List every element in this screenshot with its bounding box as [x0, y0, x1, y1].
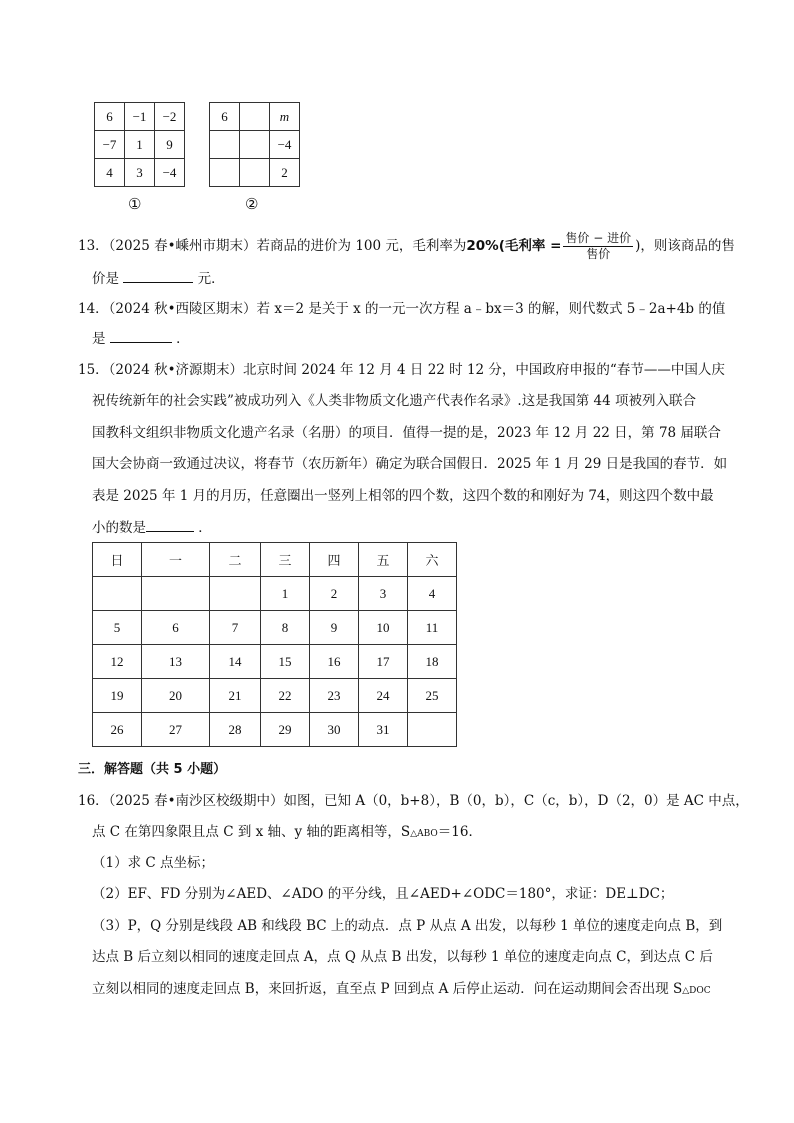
- calendar-header: 三: [261, 543, 310, 577]
- answer-blank[interactable]: [123, 268, 193, 283]
- calendar-cell: 27: [142, 713, 210, 747]
- calendar-cell: 12: [93, 645, 142, 679]
- calendar-cell: [93, 577, 142, 611]
- q15-line: 祝传统新年的社会实践”被成功列入《人类非物质文化遗产代表作名录》.这是我国第 44 项被列入联合: [92, 393, 696, 409]
- q15-line: 表是 2025 年 1 月的月历，任意圈出一竖列上相邻的四个数，这四个数的和刚好为 74，则这四个数中最: [92, 488, 714, 504]
- calendar-cell: [210, 577, 261, 611]
- calendar-cell: 4: [408, 577, 457, 611]
- calendar-cell: 20: [142, 679, 210, 713]
- grid-cell: −4: [270, 131, 300, 159]
- grid-cell: −7: [95, 131, 125, 159]
- answer-blank[interactable]: [146, 517, 194, 532]
- calendar-header: 二: [210, 543, 261, 577]
- q16-line1: 16．（2025 春•南沙区校级期中）如图，已知 A（0，b+8），B（0，b），C（c，b），D（2，0）是 AC 中点，: [78, 793, 749, 809]
- calendar-cell: 16: [310, 645, 359, 679]
- q15-line-last: [92, 517, 212, 538]
- calendar-cell: 5: [93, 611, 142, 645]
- q16-part1: （1）求 C 点坐标；: [92, 855, 215, 871]
- q15-text-a: 小的数是: [92, 520, 146, 536]
- grid-cell: [240, 159, 270, 187]
- calendar-header: 一: [142, 543, 210, 577]
- q13-text-b: 20%(毛利率 =: [466, 238, 562, 254]
- q13-frac-num: 售价 − 进价: [565, 231, 632, 245]
- number-grid-2: [209, 102, 300, 187]
- calendar-cell: 6: [142, 611, 210, 645]
- calendar-cell: 28: [210, 713, 261, 747]
- calendar-cell: 24: [359, 679, 408, 713]
- q13-line1: [78, 231, 735, 262]
- calendar-cell: 11: [408, 611, 457, 645]
- q16-text-a: 点 C 在第四象限且点 C 到 x 轴、y 轴的距离相等，S: [92, 824, 411, 840]
- q16-part3-last: [92, 979, 711, 1001]
- calendar-header: 四: [310, 543, 359, 577]
- grid-cell: [240, 103, 270, 131]
- calendar-cell: 15: [261, 645, 310, 679]
- grid-cell: 6: [210, 103, 240, 131]
- grid-caption-2: ②: [245, 195, 259, 213]
- number-grid-1: [94, 102, 185, 187]
- grid-cell: 3: [125, 159, 155, 187]
- q14-line2: [92, 328, 190, 349]
- calendar-cell: 17: [359, 645, 408, 679]
- calendar-cell: 21: [210, 679, 261, 713]
- q13-text-c: )，则该商品的售: [635, 238, 735, 254]
- calendar-row: [93, 577, 457, 611]
- section-heading: 三．解答题（共 5 小题）: [78, 762, 227, 777]
- q13-frac-den: 售价: [586, 247, 611, 261]
- grid-cell: −4: [155, 159, 185, 187]
- calendar-table: [92, 542, 457, 747]
- calendar-cell: 31: [359, 713, 408, 747]
- grid-cell: m: [270, 103, 300, 131]
- grid-cell: [210, 159, 240, 187]
- grid-cell: 9: [155, 131, 185, 159]
- grid-caption-1: ①: [128, 195, 142, 213]
- calendar-header: 五: [359, 543, 408, 577]
- calendar-cell: 22: [261, 679, 310, 713]
- q15-text-b: ．: [198, 520, 212, 536]
- q16-line2: [92, 822, 482, 844]
- q14-text-b: ．: [176, 331, 190, 347]
- calendar-header-row: [93, 543, 457, 577]
- calendar-cell: 14: [210, 645, 261, 679]
- calendar-cell: 1: [261, 577, 310, 611]
- calendar-cell: 8: [261, 611, 310, 645]
- calendar-cell: 19: [93, 679, 142, 713]
- calendar-cell: 26: [93, 713, 142, 747]
- calendar-row: [93, 611, 457, 645]
- q16-subscript: △ABO: [410, 829, 438, 839]
- calendar-cell: 30: [310, 713, 359, 747]
- calendar-row: [93, 645, 457, 679]
- q16-part3: （3）P，Q 分别是线段 AB 和线段 BC 上的动点．点 P 从点 A 出发，以每秒 1 单位的速度走向点 B，到: [92, 918, 723, 934]
- q13-text-d: 价是: [92, 271, 119, 287]
- answer-blank[interactable]: [110, 328, 172, 343]
- q15-line: 国教科文组织非物质文化遗产名录（名册）的项目．值得一提的是，2023 年 12 月 22 日，第 78 届联合: [92, 425, 721, 441]
- q13-text-a: 13．（2025 春•嵊州市期末）若商品的进价为 100 元，毛利率为: [78, 238, 467, 254]
- calendar-cell: 13: [142, 645, 210, 679]
- calendar-cell: 7: [210, 611, 261, 645]
- grid-cell: [240, 131, 270, 159]
- grid-cell: −2: [155, 103, 185, 131]
- q14-line1: 14．（2024 秋•西陵区期末）若 x＝2 是关于 x 的一元一次方程 a﹣bx＝3 的解，则代数式 5﹣2a+4b 的值: [78, 301, 726, 317]
- q15-line: 15．（2024 秋•济源期末）北京时间 2024 年 12 月 4 日 22 时 12 分，中国政府申报的“春节——中国人庆: [78, 362, 725, 378]
- q16-part3: 达点 B 后立刻以相同的速度走回点 A，点 Q 从点 B 出发，以每秒 1 单位的速度走向点 C，到达点 C 后: [92, 949, 713, 965]
- calendar-row: [93, 713, 457, 747]
- calendar-cell: 3: [359, 577, 408, 611]
- calendar-cell: [142, 577, 210, 611]
- q16-text-c: 立刻以相同的速度走回点 B，来回折返，直至点 P 回到点 A 后停止运动．问在运动期间会否出现 S: [92, 981, 683, 997]
- grid-cell: [210, 131, 240, 159]
- grid-cell: 1: [125, 131, 155, 159]
- q16-text-b: ＝16．: [437, 824, 482, 840]
- calendar-header: 六: [408, 543, 457, 577]
- q16-part2: （2）EF、FD 分别为∠AED、∠ADO 的平分线，且∠AED+∠ODC＝180°，求证：DE⊥DC；: [92, 886, 674, 902]
- q16-subscript: △DOC: [682, 986, 711, 996]
- calendar-header: 日: [93, 543, 142, 577]
- calendar-cell: 23: [310, 679, 359, 713]
- q13-fraction: [563, 231, 633, 262]
- calendar-cell: 9: [310, 611, 359, 645]
- q13-line2: [92, 268, 225, 289]
- calendar-row: [93, 679, 457, 713]
- grid-cell: 4: [95, 159, 125, 187]
- calendar-cell: 18: [408, 645, 457, 679]
- q15-line: 国大会协商一致通过决议，将春节（农历新年）确定为联合国假日．2025 年 1 月 29 日是我国的春节．如: [92, 456, 728, 472]
- calendar-cell: 29: [261, 713, 310, 747]
- q13-text-e: 元．: [197, 271, 225, 287]
- q14-text-a: 是: [92, 331, 106, 347]
- calendar-cell: 2: [310, 577, 359, 611]
- grid-cell: 6: [95, 103, 125, 131]
- grid-cell: −1: [125, 103, 155, 131]
- calendar-cell: 10: [359, 611, 408, 645]
- grid-cell: 2: [270, 159, 300, 187]
- calendar-cell: [408, 713, 457, 747]
- calendar-cell: 25: [408, 679, 457, 713]
